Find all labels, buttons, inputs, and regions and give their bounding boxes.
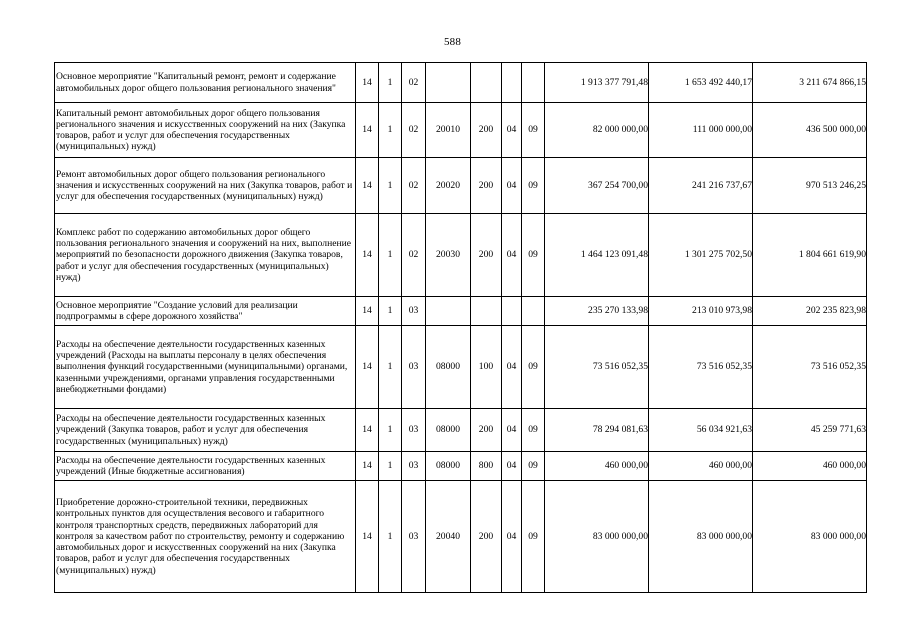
program-code: 14	[356, 452, 379, 481]
table-row	[55, 158, 867, 214]
expense-type-code	[471, 63, 502, 103]
page-number: 588	[443, 36, 462, 48]
activity-code: 03	[402, 297, 426, 326]
budget-table-body	[55, 63, 867, 593]
table-row	[55, 326, 867, 409]
amount-year-3: 1 804 661 619,90	[753, 214, 867, 297]
table-row	[55, 103, 867, 158]
amount-year-3: 970 513 246,25	[753, 158, 867, 214]
amount-year-1: 1 913 377 791,48	[545, 63, 649, 103]
section-code: 04	[502, 452, 522, 481]
expense-type-code: 200	[471, 409, 502, 452]
amount-year-1: 82 000 000,00	[545, 103, 649, 158]
section-code: 04	[502, 481, 522, 593]
activity-code: 03	[402, 452, 426, 481]
subprogram-code: 1	[379, 103, 402, 158]
amount-year-2: 213 010 973,98	[649, 297, 753, 326]
row-name: Капитальный ремонт автомобильных дорог общего пользования регионального значения и искусственных сооружений на них (Закупка товаров, работ и услуг для обеспечения государственных (муниципальных) нужд)	[55, 103, 356, 158]
direction-code: 08000	[426, 409, 471, 452]
program-code: 14	[356, 297, 379, 326]
amount-year-2: 1 301 275 702,50	[649, 214, 753, 297]
section-code: 04	[502, 326, 522, 409]
subprogram-code: 1	[379, 326, 402, 409]
subprogram-code: 1	[379, 214, 402, 297]
amount-year-1: 78 294 081,63	[545, 409, 649, 452]
amount-year-3: 83 000 000,00	[753, 481, 867, 593]
table-row	[55, 452, 867, 481]
subprogram-code: 1	[379, 63, 402, 103]
section-code: 04	[502, 103, 522, 158]
amount-year-2: 460 000,00	[649, 452, 753, 481]
direction-code	[426, 63, 471, 103]
subsection-code	[522, 63, 545, 103]
expense-type-code: 200	[471, 481, 502, 593]
amount-year-2: 56 034 921,63	[649, 409, 753, 452]
amount-year-3: 460 000,00	[753, 452, 867, 481]
activity-code: 02	[402, 63, 426, 103]
table-row	[55, 409, 867, 452]
row-name: Основное мероприятие "Создание условий для реализации подпрограммы в сфере дорожного хозяйства"	[55, 297, 356, 326]
program-code: 14	[356, 326, 379, 409]
row-name: Приобретение дорожно-строительной техники, передвижных контрольных пунктов для осуществления весового и габаритного контроля транспортных средств, передвижных лабораторий для контроля за качеством работ по строительству, ремонту и содержанию автомобильных дорог и искусственных сооружений на них (Закупка товаров, работ и услуг для обеспечения государственных (муниципальных) нужд)	[55, 481, 356, 593]
expense-type-code: 200	[471, 214, 502, 297]
activity-code: 03	[402, 409, 426, 452]
activity-code: 03	[402, 326, 426, 409]
amount-year-3: 73 516 052,35	[753, 326, 867, 409]
amount-year-3: 436 500 000,00	[753, 103, 867, 158]
amount-year-3: 3 211 674 866,15	[753, 63, 867, 103]
activity-code: 02	[402, 103, 426, 158]
section-code	[502, 297, 522, 326]
subprogram-code: 1	[379, 297, 402, 326]
table-row	[55, 481, 867, 593]
subprogram-code: 1	[379, 158, 402, 214]
program-code: 14	[356, 103, 379, 158]
row-name: Расходы на обеспечение деятельности государственных казенных учреждений (Закупка товаров, работ и услуг для обеспечения государственных (муниципальных) нужд)	[55, 409, 356, 452]
activity-code: 02	[402, 214, 426, 297]
row-name: Основное мероприятие "Капитальный ремонт, ремонт и содержание автомобильных дорог общего пользования регионального значения"	[55, 63, 356, 103]
amount-year-1: 73 516 052,35	[545, 326, 649, 409]
subsection-code: 09	[522, 452, 545, 481]
amount-year-3: 45 259 771,63	[753, 409, 867, 452]
subsection-code: 09	[522, 158, 545, 214]
activity-code: 03	[402, 481, 426, 593]
amount-year-2: 83 000 000,00	[649, 481, 753, 593]
section-code: 04	[502, 409, 522, 452]
expense-type-code: 100	[471, 326, 502, 409]
direction-code: 08000	[426, 326, 471, 409]
amount-year-1: 367 254 700,00	[545, 158, 649, 214]
row-name: Комплекс работ по содержанию автомобильных дорог общего пользования регионального значения и сооружений на них, выполнение мероприятий по безопасности дорожного движения (Закупка товаров, работ и услуг для обеспечения государственных (муниципальных) нужд)	[55, 214, 356, 297]
subsection-code: 09	[522, 214, 545, 297]
subprogram-code: 1	[379, 409, 402, 452]
budget-table	[54, 62, 867, 593]
subsection-code: 09	[522, 103, 545, 158]
section-code: 04	[502, 158, 522, 214]
amount-year-1: 460 000,00	[545, 452, 649, 481]
direction-code: 20020	[426, 158, 471, 214]
program-code: 14	[356, 214, 379, 297]
amount-year-1: 83 000 000,00	[545, 481, 649, 593]
row-name: Расходы на обеспечение деятельности государственных казенных учреждений (Иные бюджетные ассигнования)	[55, 452, 356, 481]
direction-code: 20040	[426, 481, 471, 593]
program-code: 14	[356, 158, 379, 214]
expense-type-code: 200	[471, 158, 502, 214]
amount-year-2: 1 653 492 440,17	[649, 63, 753, 103]
direction-code: 20010	[426, 103, 471, 158]
program-code: 14	[356, 409, 379, 452]
table-row	[55, 297, 867, 326]
direction-code: 20030	[426, 214, 471, 297]
row-name: Ремонт автомобильных дорог общего пользования регионального значения и искусственных сооружений на них (Закупка товаров, работ и услуг для обеспечения государственных (муниципальных) нужд)	[55, 158, 356, 214]
row-name: Расходы на обеспечение деятельности государственных казенных учреждений (Расходы на выплаты персоналу в целях обеспечения выполнения функций государственными (муниципальными) органами, казенными учреждениями, органами управления государственными внебюджетными фондами)	[55, 326, 356, 409]
expense-type-code: 800	[471, 452, 502, 481]
amount-year-1: 1 464 123 091,48	[545, 214, 649, 297]
subsection-code: 09	[522, 409, 545, 452]
table-row	[55, 63, 867, 103]
subsection-code: 09	[522, 326, 545, 409]
direction-code: 08000	[426, 452, 471, 481]
amount-year-2: 73 516 052,35	[649, 326, 753, 409]
section-code	[502, 63, 522, 103]
amount-year-2: 111 000 000,00	[649, 103, 753, 158]
subsection-code	[522, 297, 545, 326]
amount-year-1: 235 270 133,98	[545, 297, 649, 326]
amount-year-2: 241 216 737,67	[649, 158, 753, 214]
expense-type-code: 200	[471, 103, 502, 158]
program-code: 14	[356, 481, 379, 593]
direction-code	[426, 297, 471, 326]
subprogram-code: 1	[379, 452, 402, 481]
amount-year-3: 202 235 823,98	[753, 297, 867, 326]
subprogram-code: 1	[379, 481, 402, 593]
section-code: 04	[502, 214, 522, 297]
program-code: 14	[356, 63, 379, 103]
subsection-code: 09	[522, 481, 545, 593]
expense-type-code	[471, 297, 502, 326]
activity-code: 02	[402, 158, 426, 214]
table-row	[55, 214, 867, 297]
